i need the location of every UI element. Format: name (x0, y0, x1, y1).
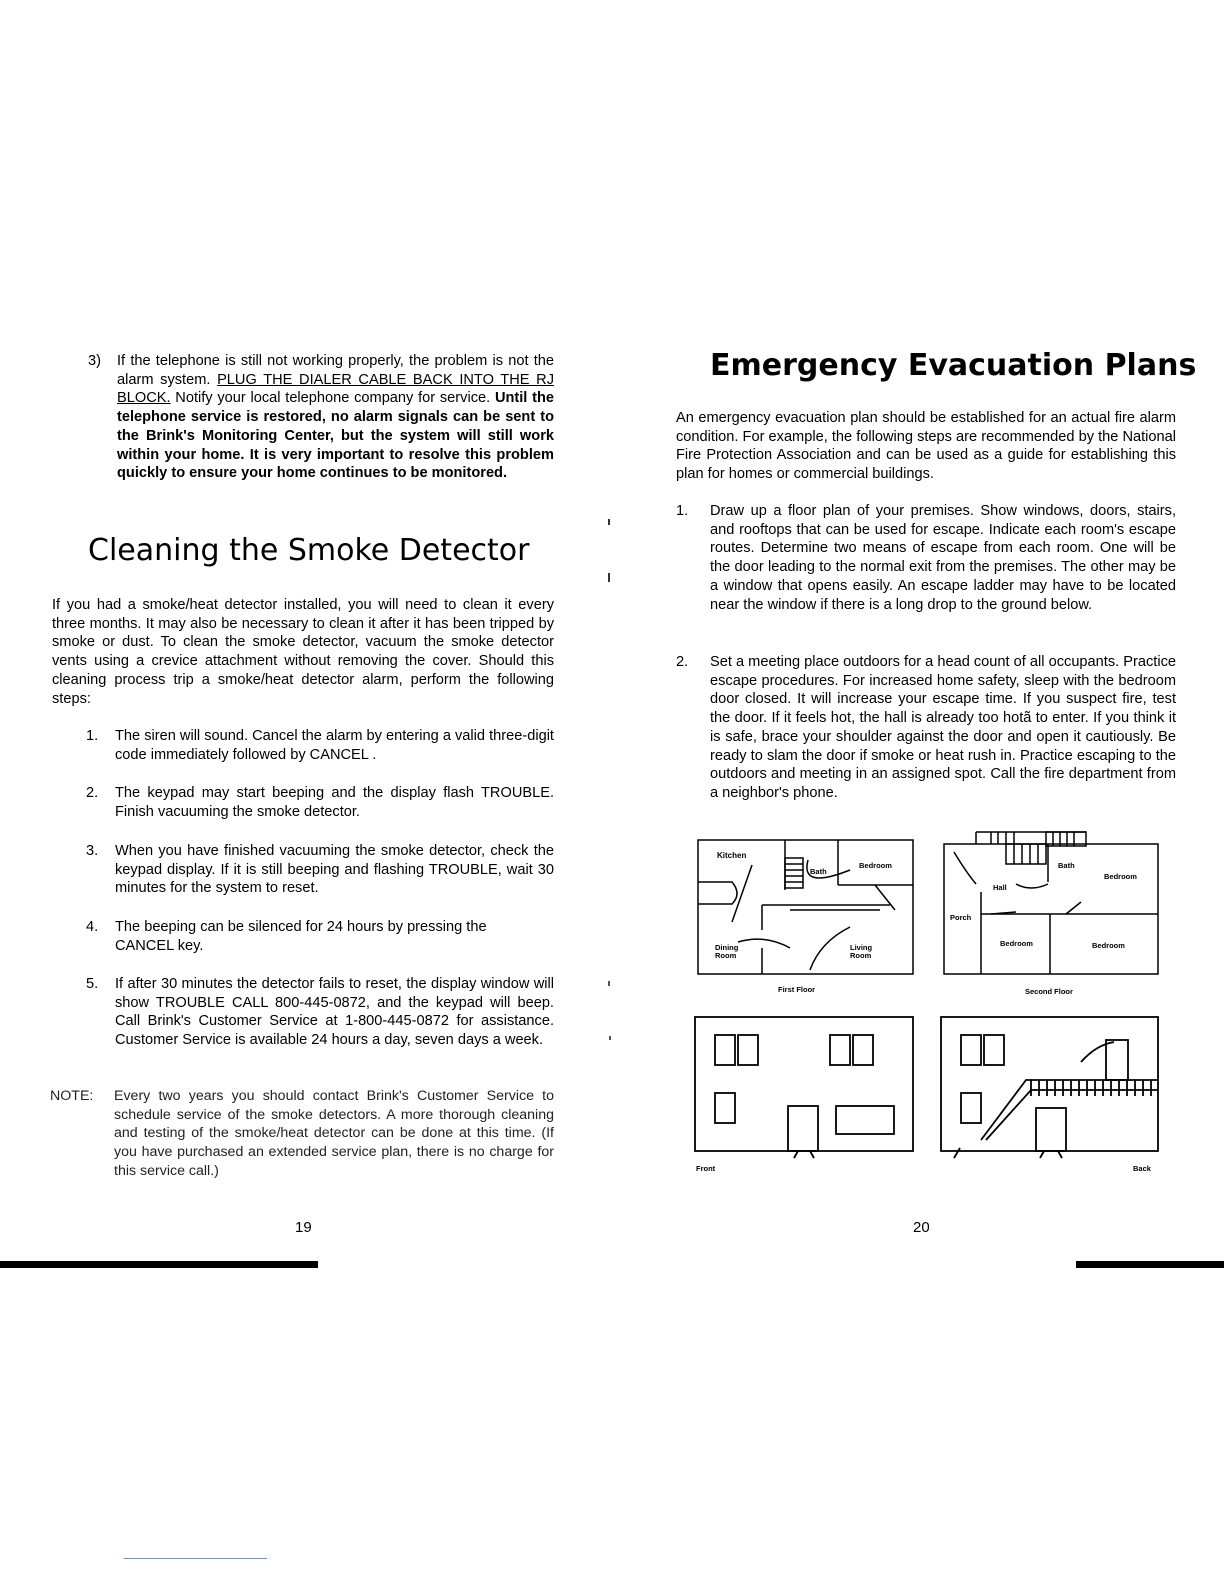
scan-speck-4 (609, 1036, 611, 1040)
evacuation-step-1-text: Draw up a floor plan of your premises. Show windows, doors, stairs, and rooftops that can be used for escape. Indicate each room's escape routes. Determine two means of escape from each room. One will be the door leading to the normal exit from the premises. The other may be a window that opens easily. An escape ladder may have to be located near the window if there is a long drop to the ground below. (710, 503, 1176, 613)
scan-speck-1 (608, 519, 610, 525)
cleaning-intro: If you had a smoke/heat detector installed, you will need to clean it every three months. It may also be necessary to clean it after it has been tripped by smoke or dust. To clean the smoke detector, vacuum the smoke detector vents using a crevice attachment without removing the cover. Should this cleaning process trip a smoke/heat detector alarm, perform the following steps: (52, 597, 554, 707)
label-kitchen: Kitchen (717, 851, 747, 860)
front-elevation (690, 1010, 920, 1180)
cleaning-step-2-number: 2. (86, 785, 99, 801)
cleaning-step-5-number: 5. (86, 976, 99, 992)
label-bath-second: Bath (1058, 861, 1075, 870)
second-floor-outline (944, 844, 1158, 974)
evacuation-step-1-number: 1. (676, 503, 689, 519)
caption-front: Front (696, 1164, 716, 1173)
front-window-1 (715, 1035, 735, 1065)
cleaning-step-2-text: The keypad may start beeping and the display flash TROUBLE. Finish vacuuming the smoke detector. (115, 785, 554, 820)
back-window-2 (984, 1035, 1004, 1065)
footer-link-line (124, 1558, 267, 1559)
right-bottom-rule (1076, 1261, 1224, 1268)
stairs-second (1006, 844, 1046, 864)
label-bath-first: Bath (810, 867, 827, 876)
second-floor-plan (936, 822, 1166, 1000)
evacuation-step-2-text: Set a meeting place outdoors for a head count of all occupants. Practice escape procedures. For increased home safety, sleep with the bedroom door closed. It will increase your escape time. If you suspect fire, test the door. If it feels hot, the hall is already too hotã to enter. If you think it is safe, brace your shoulder against the door and open it cautiously. Be ready to slam the door if smoke or heat rush in. Practice escaping to the outdoors and meeting in an assigned spot. Call the fire department from a neighbor's phone. (710, 654, 1176, 801)
step-3-intro: If the telephone is still not working properly, the problem is not the alarm system. (117, 353, 554, 388)
step-3-notify: Notify your local telephone company for service. (175, 390, 491, 407)
evacuation-intro: An emergency evacuation plan should be established for an actual fire alarm condition. For example, the following steps are recommended by the National Fire Protection Association and can be used as a guide for establishing this plan for homes or commercial buildings. (676, 410, 1176, 483)
note-label: NOTE: (50, 1088, 94, 1104)
label-hall: Hall (993, 883, 1007, 892)
back-stair-rail (981, 1080, 1158, 1140)
step-3-dialer-instruction: PLUG THE DIALER CABLE BACK INTO THE RJ BLOCK. (117, 371, 554, 407)
label-bedroom-first: Bedroom (859, 861, 892, 870)
step-3-text (117, 352, 554, 483)
front-house-outline (695, 1017, 913, 1151)
back-upper-door (1106, 1040, 1128, 1080)
back-door (1036, 1108, 1066, 1151)
cleaning-step-4-number: 4. (86, 919, 99, 935)
cleaning-step-1-number: 1. (86, 728, 99, 744)
scan-speck-2 (608, 573, 610, 582)
first-floor-plan (690, 830, 920, 1000)
page-number-right: 20 (913, 1219, 930, 1236)
label-bedroom-second-bottom: Bedroom (1092, 941, 1125, 950)
front-window-3 (830, 1035, 850, 1065)
cleaning-step-1-text: The siren will sound. Cancel the alarm by entering a valid three-digit code immediately followed by CANCEL . (115, 728, 554, 763)
cleaning-step-3-text: When you have finished vacuuming the smoke detector, check the keypad display. If it is still beeping and flashing TROUBLE, wait 30 minutes for the system to reset. (115, 843, 554, 897)
back-window-3 (961, 1093, 981, 1123)
back-window-1 (961, 1035, 981, 1065)
label-dining-room: Room (715, 951, 737, 960)
label-living: Living (850, 943, 873, 952)
front-window-wide (836, 1106, 894, 1134)
front-window-2 (738, 1035, 758, 1065)
caption-second-floor: Second Floor (1025, 987, 1073, 996)
left-bottom-rule (0, 1261, 318, 1268)
front-window-4 (853, 1035, 873, 1065)
cleaning-step-3-number: 3. (86, 843, 99, 859)
step-3-warning: Until the telephone service is restored, no alarm signals can be sent to the Brink's Monitoring Center, but the system will still work within your home. It is very important to resolve this problem quickly to ensure your home continues to be monitored. (117, 390, 555, 482)
cleaning-step-5-text: If after 30 minutes the detector fails to reset, the display window will show TROUBLE CALL 800-445-0872, and the keypad will beep. Call Brink's Customer Service at 1-800-445-0872 for assistance. Customer Service is available 24 hours a day, seven days a week. (115, 976, 554, 1049)
front-window-5 (715, 1093, 735, 1123)
note-text: Every two years you should contact Brink's Customer Service to schedule service of the smoke detectors. A more thorough cleaning and testing of the smoke/heat detector can be done at this time. (If you have purchased an extended service plan, there is no charge for this service call.) (114, 1088, 554, 1179)
label-dining: Dining (715, 943, 739, 952)
label-bedroom-second-left: Bedroom (1000, 939, 1033, 948)
label-bedroom-second-right: Bedroom (1104, 872, 1137, 881)
back-elevation (936, 1010, 1166, 1180)
scan-speck-3 (608, 981, 610, 986)
caption-back: Back (1133, 1164, 1151, 1173)
label-porch: Porch (950, 913, 972, 922)
step-3-number: 3) (88, 353, 101, 369)
evacuation-plans-heading: Emergency Evacuation Plans (710, 348, 1197, 383)
cleaning-smoke-detector-heading: Cleaning the Smoke Detector (88, 533, 530, 568)
evacuation-step-2-number: 2. (676, 654, 689, 670)
caption-first-floor: First Floor (778, 985, 816, 994)
label-living-room: Room (850, 951, 872, 960)
front-door (788, 1106, 818, 1151)
stair-block (785, 858, 803, 888)
cleaning-step-4-text: The beeping can be silenced for 24 hours by pressing the CANCEL key. (115, 919, 487, 954)
page-number-left: 19 (295, 1219, 312, 1236)
back-house-outline (941, 1017, 1158, 1151)
